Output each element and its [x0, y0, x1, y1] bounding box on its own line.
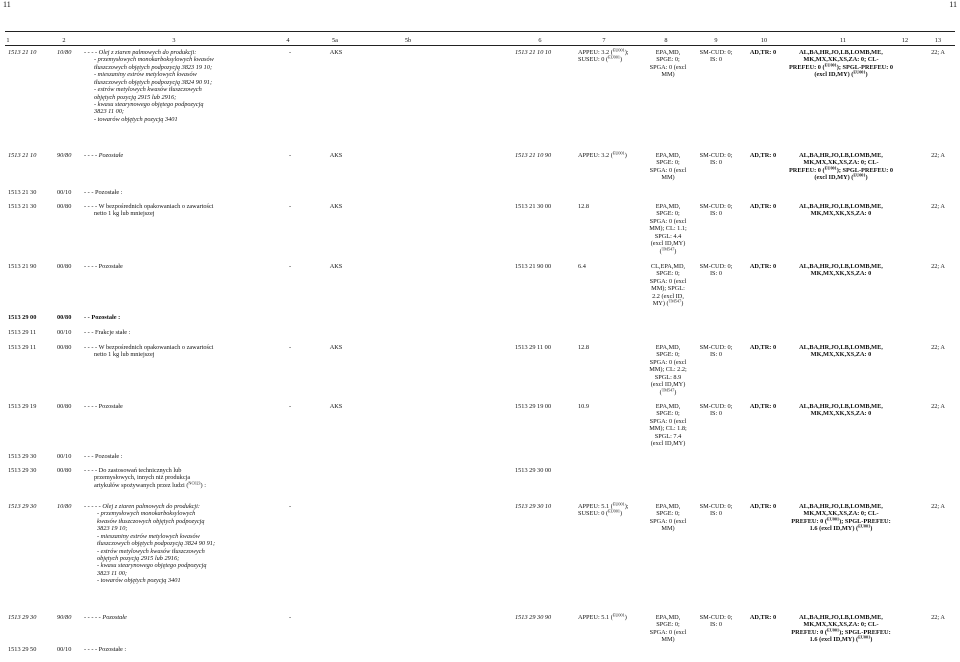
cell-col-13: 22; A: [931, 152, 945, 159]
cell-line: - - - Pozostałe :: [84, 189, 123, 196]
page-number-left: 11: [3, 0, 11, 9]
cell-line: MM); SPGL:: [651, 285, 685, 293]
cell-col-9: [695, 152, 737, 167]
header-col-4: 4: [286, 37, 290, 44]
cell-line: MM): [661, 636, 675, 644]
cell-col-10: AD,TR: 0: [749, 503, 777, 510]
cell-line: SPGA: 0 (excl: [649, 628, 687, 636]
cell-col-10: AD,TR: 0: [749, 263, 777, 270]
header-col-6: 6: [538, 37, 542, 44]
header-col-12: 12: [901, 37, 909, 44]
cell-col-13: 22; A: [931, 49, 945, 56]
header-col-3: 3: [172, 37, 176, 44]
cell-col-11: [783, 344, 899, 359]
cell-line: EPA,MD,: [655, 503, 681, 510]
cell-line: tłuszczowych objętych podpozycją 3824 90 91;: [94, 78, 213, 86]
header-rule-top: [5, 31, 955, 32]
cell-col-2: 90/80: [57, 152, 72, 159]
cell-col-7: [578, 503, 642, 518]
cell-line: PREFEU: 0 ($^{EU001}$); SPGL-PREFEU: 0: [788, 62, 894, 71]
cell-col-9: [695, 614, 737, 629]
cell-col-9: [695, 49, 737, 64]
cell-col-4: -: [288, 403, 292, 410]
cell-col-8: [644, 614, 692, 644]
cell-line: - estrów metylowych kwasów tłuszczowych: [94, 86, 202, 94]
cell-line: - mieszaniny estrów metylowych kwasów: [94, 71, 197, 79]
cell-col-3: [84, 203, 264, 218]
cell-col-9: [695, 263, 737, 278]
cell-line: SM-CUD: 0;: [699, 344, 733, 351]
cell-line: MY) ($^{TM547}$): [652, 298, 684, 308]
cell-line: - - - - Olej z ziaren palmowych do produkcji:: [84, 49, 197, 56]
cell-col-10: AD,TR: 0: [749, 152, 777, 159]
cell-line: IS: 0: [709, 510, 723, 518]
cell-col-2: 00/10: [57, 453, 72, 460]
cell-col-10: AD,TR: 0: [749, 49, 777, 56]
header-col-13: 13: [934, 37, 942, 44]
cell-col-1: 1513 21 10: [8, 152, 37, 159]
page-number-right: 11: [949, 0, 957, 9]
cell-col-8: [644, 152, 692, 182]
cell-col-3: [84, 403, 264, 410]
cell-line: SPGA: 0 (excl: [649, 277, 687, 285]
cell-line: - - - Pozostałe :: [84, 453, 123, 460]
cell-line: SPGE: 0;: [656, 210, 680, 218]
cell-col-4: -: [288, 263, 292, 270]
cell-line: artykułów spożywanych przez ludzi ($^{NC023}$) :: [94, 480, 206, 489]
cell-line: SPGA: 0 (excl: [649, 63, 687, 71]
cell-line: SUSEU: 0 ($^{EU001}$): [578, 55, 623, 64]
cell-line: IS: 0: [709, 56, 723, 64]
cell-col-1: 1513 29 00: [8, 314, 37, 321]
cell-col-5a: AKS: [329, 203, 343, 210]
cell-line: 1.6 (excl ID,MY) ($^{EU001}$): [809, 523, 873, 533]
cell-col-10: AD,TR: 0: [749, 614, 777, 621]
cell-line: EPA,MD,: [655, 152, 681, 159]
cell-line: PREFEU: 0 ($^{EU001}$); SPGL-PREFEU:: [791, 516, 891, 525]
cell-line: - - - - W bezpośrednich opakowaniach o zawartości: [84, 203, 214, 210]
cell-col-3: [84, 189, 264, 196]
cell-col-11: [783, 203, 899, 218]
cell-col-11: [783, 403, 899, 418]
cell-col-3: [84, 467, 264, 489]
cell-col-1: 1513 21 30: [8, 203, 37, 210]
cell-line: - kwasu stearynowego objętego podpozycją: [94, 100, 204, 108]
cell-line: - - Pozostałe :: [84, 314, 121, 321]
cell-col-4: -: [288, 344, 292, 351]
cell-col-3: [84, 646, 264, 653]
cell-col-5a: AKS: [329, 263, 343, 270]
cell-line: SM-CUD: 0;: [699, 152, 733, 159]
cell-col-5a: AKS: [329, 403, 343, 410]
cell-line: SPGL: 7.4: [654, 432, 682, 440]
cell-col-1: 1513 29 50: [8, 646, 37, 653]
cell-line: netto 1 kg lub mniejszej: [94, 351, 155, 359]
cell-line: tłuszczowych objętych podpozycją 3823 19 10;: [94, 63, 213, 71]
cell-col-11: [783, 263, 899, 278]
cell-col-7: [578, 152, 642, 159]
cell-line: AL,BA,HR,JO,LB,LOMB,ME,: [799, 49, 883, 56]
cell-col-6: 1513 21 90 00: [515, 263, 552, 270]
cell-line: (excl ID,MY): [650, 381, 686, 389]
cell-line: IS: 0: [709, 351, 723, 359]
cell-col-2: 00/10: [57, 189, 72, 196]
cell-col-11: [783, 49, 899, 79]
cell-col-1: 1513 29 30: [8, 453, 37, 460]
cell-col-1: 1513 29 11: [8, 329, 37, 336]
header-col-5b: 5b: [404, 37, 412, 44]
cell-line: 3823 19 10;: [97, 525, 128, 533]
cell-line: SPGE: 0;: [656, 56, 680, 64]
cell-line: AL,BA,HR,JO,LB,LOMB,ME,: [799, 203, 883, 210]
cell-col-11: [783, 614, 899, 644]
cell-col-7: [578, 344, 642, 351]
cell-col-3: [84, 263, 264, 270]
cell-line: - estrów metylowych kwasów tłuszczowych: [97, 547, 205, 555]
cell-line: objętych pozycją 2915 lub 2916;: [97, 554, 180, 562]
cell-line: - - - - Pozostałe :: [84, 646, 127, 653]
cell-line: MK,MX,XK,XS,ZA: 0; CL-: [803, 159, 879, 167]
cell-col-4: -: [288, 503, 292, 510]
cell-line: SM-CUD: 0;: [699, 49, 733, 56]
cell-line: EPA,MD,: [655, 203, 681, 210]
cell-line: 10.9: [578, 403, 590, 410]
cell-line: SM-CUD: 0;: [699, 503, 733, 510]
cell-line: - - - - Do zastosowań technicznych lub: [84, 467, 182, 474]
cell-line: SPGE: 0;: [656, 621, 680, 629]
cell-line: SM-CUD: 0;: [699, 203, 733, 210]
cell-col-9: [695, 203, 737, 218]
cell-line: ($^{TM547}$): [659, 246, 677, 255]
header-rule-bottom: [5, 45, 955, 46]
cell-line: MM); CL: 1.8;: [649, 425, 687, 433]
cell-col-2: 00/10: [57, 329, 72, 336]
cell-col-3: [84, 503, 264, 585]
header-col-7: 7: [602, 37, 606, 44]
cell-col-8: [644, 263, 692, 308]
cell-line: (excl ID,MY) ($^{EU001}$): [814, 172, 868, 182]
cell-col-2: 00/80: [57, 344, 72, 351]
cell-col-3: [84, 49, 264, 123]
cell-line: IS: 0: [709, 270, 723, 278]
cell-line: 3823 11 00;: [97, 569, 127, 577]
cell-col-2: 10/80: [57, 503, 72, 510]
cell-line: - mieszaniny estrów metylowych kwasów: [97, 532, 200, 540]
cell-col-10: AD,TR: 0: [749, 403, 777, 410]
cell-line: SPGE: 0;: [656, 351, 680, 359]
cell-line: SPGE: 0;: [656, 270, 680, 278]
cell-col-13: 22; A: [931, 344, 945, 351]
cell-line: 3823 11 00;: [94, 108, 124, 116]
cell-line: AL,BA,HR,JO,LB,LOMB,ME,: [799, 152, 883, 159]
cell-line: (excl ID,MY): [650, 240, 686, 248]
cell-col-2: 00/80: [57, 263, 72, 270]
cell-line: MK,MX,XK,XS,ZA: 0: [810, 210, 872, 218]
cell-col-3: [84, 344, 264, 359]
cell-line: - - - - Pozostałe: [84, 263, 123, 270]
cell-col-10: AD,TR: 0: [749, 203, 777, 210]
cell-col-2: 00/80: [57, 203, 72, 210]
cell-line: APPEU: 3.2 ($^{EU001}$): [578, 150, 627, 159]
cell-line: CL,EPA,MD,: [650, 263, 686, 270]
cell-col-2: 00/80: [57, 314, 72, 321]
cell-line: MM): [661, 174, 675, 182]
cell-col-7: [578, 403, 642, 410]
cell-col-10: AD,TR: 0: [749, 344, 777, 351]
cell-line: MK,MX,XK,XS,ZA: 0; CL-: [803, 621, 879, 629]
header-col-10: 10: [760, 37, 768, 44]
cell-col-4: -: [288, 49, 292, 56]
cell-col-6: 1513 21 30 00: [515, 203, 552, 210]
cell-col-4: -: [288, 203, 292, 210]
cell-line: APPEU: 5.1 ($^{EU001}$);: [578, 501, 629, 510]
cell-line: SPGE: 0;: [656, 410, 680, 418]
cell-line: SPGA: 0 (excl: [649, 217, 687, 225]
cell-line: ($^{TM547}$): [659, 387, 677, 396]
cell-line: SPGL: 4.4: [654, 232, 682, 240]
header-col-2: 2: [62, 37, 66, 44]
cell-line: - kwasu stearynowego objętego podpozycją: [97, 562, 207, 570]
cell-line: AL,BA,HR,JO,LB,LOMB,ME,: [799, 403, 883, 410]
cell-line: PREFEU: 0 ($^{EU001}$); SPGL-PREFEU: 0: [788, 165, 894, 174]
cell-col-6: 1513 29 30 90: [515, 614, 552, 621]
cell-line: EPA,MD,: [655, 403, 681, 410]
cell-line: APPEU: 5.1 ($^{EU001}$): [578, 612, 627, 621]
cell-line: - - - - W bezpośrednich opakowaniach o zawartości: [84, 344, 214, 351]
cell-line: MK,MX,XK,XS,ZA: 0: [810, 351, 872, 359]
cell-col-1: 1513 29 30: [8, 503, 37, 510]
cell-line: SPGL: 8.9: [654, 373, 682, 381]
cell-col-5a: AKS: [329, 152, 343, 159]
cell-col-4: -: [288, 614, 292, 621]
cell-line: AL,BA,HR,JO,LB,LOMB,ME,: [799, 614, 883, 621]
cell-col-9: [695, 403, 737, 418]
cell-col-8: [644, 403, 692, 448]
cell-col-9: [695, 344, 737, 359]
cell-col-3: [84, 314, 264, 321]
cell-line: EPA,MD,: [655, 614, 681, 621]
cell-line: SM-CUD: 0;: [699, 614, 733, 621]
cell-line: netto 1 kg lub mniejszej: [94, 210, 155, 218]
cell-line: MM): [661, 525, 675, 533]
cell-line: SM-CUD: 0;: [699, 263, 733, 270]
cell-col-7: [578, 203, 642, 210]
cell-line: 12.8: [578, 203, 590, 210]
cell-col-3: [84, 614, 264, 621]
cell-col-11: [783, 503, 899, 533]
cell-col-1: 1513 29 30: [8, 467, 37, 474]
cell-col-13: 22; A: [931, 263, 945, 270]
cell-col-8: [644, 203, 692, 255]
cell-col-8: [644, 344, 692, 396]
cell-line: - - - - - Pozostałe: [84, 614, 127, 621]
cell-col-5a: AKS: [329, 344, 343, 351]
cell-line: SPGA: 0 (excl: [649, 358, 687, 366]
cell-line: SUSEU: 0 ($^{EU001}$): [578, 509, 623, 518]
cell-line: AL,BA,HR,JO,LB,LOMB,ME,: [799, 503, 883, 510]
cell-line: 6.4: [578, 263, 586, 270]
cell-col-2: 90/80: [57, 614, 72, 621]
cell-line: SPGA: 0 (excl: [649, 517, 687, 525]
cell-col-7: [578, 263, 642, 270]
cell-line: - - - Frakcje stałe :: [84, 329, 131, 336]
cell-line: (excl ID,MY) ($^{EU001}$): [814, 69, 868, 79]
cell-line: MK,MX,XK,XS,ZA: 0: [810, 410, 872, 418]
cell-col-1: 1513 21 10: [8, 49, 37, 56]
header-col-1: 1: [6, 37, 10, 44]
cell-col-1: 1513 29 11: [8, 344, 37, 351]
cell-col-8: [644, 49, 692, 79]
cell-line: tłuszczowych objętych podpozycją 3824 90 91;: [97, 540, 216, 548]
cell-col-13: 22; A: [931, 403, 945, 410]
cell-line: 1.6 (excl ID,MY) ($^{EU001}$): [809, 634, 873, 644]
cell-col-8: [644, 503, 692, 533]
cell-line: MM): [661, 71, 675, 79]
cell-col-9: [695, 503, 737, 518]
cell-line: (excl ID,MY): [650, 440, 686, 448]
cell-col-1: 1513 21 90: [8, 263, 37, 270]
cell-col-7: [578, 614, 642, 621]
cell-col-3: [84, 329, 264, 336]
cell-line: AL,BA,HR,JO,LB,LOMB,ME,: [799, 263, 883, 270]
cell-col-13: 22; A: [931, 503, 945, 510]
cell-line: EPA,MD,: [655, 344, 681, 351]
cell-line: IS: 0: [709, 410, 723, 418]
cell-line: IS: 0: [709, 159, 723, 167]
cell-line: IS: 0: [709, 621, 723, 629]
cell-line: SPGA: 0 (excl: [649, 166, 687, 174]
header-col-8: 8: [664, 37, 668, 44]
cell-line: SPGA: 0 (excl: [649, 417, 687, 425]
header-col-5a: 5a: [332, 37, 338, 44]
cell-col-2: 10/80: [57, 49, 72, 56]
cell-line: MK,MX,XK,XS,ZA: 0: [810, 270, 872, 278]
cell-col-6: 1513 21 10 90: [515, 152, 552, 159]
cell-col-6: 1513 29 30 10: [515, 503, 552, 510]
cell-line: MM); CL: 2.2;: [649, 366, 687, 374]
cell-col-6: 1513 21 10 10: [515, 49, 552, 56]
cell-col-6: 1513 29 11 00: [515, 344, 551, 351]
cell-line: objętych pozycją 2915 lub 2916;: [94, 93, 177, 101]
cell-line: - - - - - Olej z ziaren palmowych do produkcji:: [84, 503, 201, 510]
cell-line: APPEU: 3.2 ($^{EU001}$);: [578, 47, 629, 56]
cell-line: PREFEU: 0 ($^{EU001}$); SPGL-PREFEU:: [791, 627, 891, 636]
cell-line: - - - - Pozostałe: [84, 152, 124, 159]
cell-line: - towarów objętych pozycją 3401: [94, 115, 178, 123]
cell-col-3: [84, 152, 264, 159]
cell-line: przemysłowych, innych niż produkcja: [94, 474, 191, 482]
cell-line: MK,MX,XK,XS,ZA: 0; CL-: [803, 56, 879, 64]
cell-col-3: [84, 453, 264, 460]
cell-col-6: 1513 29 19 00: [515, 403, 552, 410]
cell-line: AL,BA,HR,JO,LB,LOMB,ME,: [799, 344, 883, 351]
cell-col-2: 00/80: [57, 467, 72, 474]
cell-line: - - - - Pozostałe: [84, 403, 123, 410]
cell-line: 2.2 (excl ID,: [652, 292, 684, 300]
cell-col-1: 1513 29 19: [8, 403, 37, 410]
cell-line: 12.8: [578, 344, 590, 351]
cell-col-13: 22; A: [931, 203, 945, 210]
cell-line: MK,MX,XK,XS,ZA: 0; CL-: [803, 510, 879, 518]
cell-col-2: 00/80: [57, 403, 72, 410]
header-col-9: 9: [714, 37, 718, 44]
cell-line: EPA,MD,: [655, 49, 681, 56]
cell-col-5a: AKS: [329, 49, 343, 56]
cell-line: IS: 0: [709, 210, 723, 218]
cell-col-1: 1513 29 30: [8, 614, 37, 621]
header-col-11: 11: [839, 37, 847, 44]
cell-line: SPGE: 0;: [656, 510, 680, 518]
cell-line: - przemysłowych monokarboksylowych kwasów: [94, 56, 214, 64]
cell-col-1: 1513 21 30: [8, 189, 37, 196]
cell-line: kwasów tłuszczowych objętych podpozycją: [97, 517, 205, 525]
cell-line: - przemysłowych monokarboksylowych: [97, 510, 196, 518]
cell-col-2: 00/10: [57, 646, 72, 653]
cell-line: SM-CUD: 0;: [699, 403, 733, 410]
cell-col-6: 1513 29 30 00: [515, 467, 552, 474]
cell-line: MM); CL: 1.1;: [649, 225, 687, 233]
cell-col-4: -: [288, 152, 292, 159]
cell-line: SPGE: 0;: [656, 159, 680, 167]
cell-line: - towarów objętych pozycją 3401: [97, 577, 181, 585]
cell-col-7: [578, 49, 642, 64]
cell-col-13: 22; A: [931, 614, 945, 621]
cell-col-11: [783, 152, 899, 182]
